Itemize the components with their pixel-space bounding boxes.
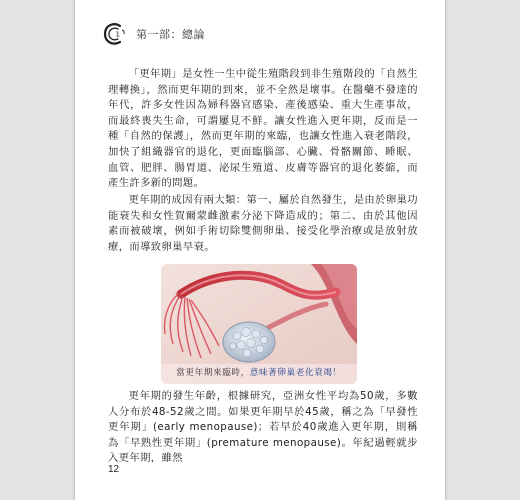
figure-caption: [161, 366, 357, 378]
svg-text:1: 1: [115, 30, 120, 39]
ovary-illustration: [161, 264, 357, 384]
section-title: 第一部：總論: [136, 28, 205, 41]
caption-text-part1: 當更年期來臨時，: [176, 368, 250, 378]
viewer-margin-left: [0, 0, 75, 500]
page-header: [102, 21, 205, 47]
page-number: 12: [108, 464, 120, 475]
document-page: [75, 0, 445, 500]
viewer-margin-right: [445, 0, 520, 500]
paragraph-causes: [108, 193, 418, 255]
paragraph-text: 「更年期」是女性一生中從生殖階段到非生殖階段的「自然生理轉換」，然而更年期的到來，並不全然是壞事。在醫藥不發達的年代，許多女性因為婦科器官感染、產後感染、重大生產事故，而最終喪失生命，可謂屢見不鮮。讓女性進入更年期，反而是一種「自然的保護」，然而更年期的來臨，也讓女性進入衰老階段，加快了組織器官的退化，更面臨腦部、心臟、骨骼關節、睡眠、血管、肥胖、腸胃道、泌尿生殖道、皮膚等器官的退化萎縮，而產生許多新的問題。: [108, 68, 418, 190]
paragraph-text: 更年期的成因有兩大類：第一、屬於自然發生，是由於卵巢功能衰失和女性賀爾蒙雌激素分泌下降造成的；第二、由於其他因素而被破壞，例如手術切除雙側卵巢、接受化學治療或是放射放療，而導致卵巢早衰。: [108, 194, 418, 253]
paragraph-definition: [108, 67, 418, 192]
paragraph-onset-age: [108, 389, 418, 467]
chapter-emblem-icon: [102, 21, 128, 47]
paragraph-text: 更年期的發生年齡，根據研究，亞洲女性平均為50歲，多數人分布於48-52歲之間。如果更年期早於45歲，稱之為「早發性更年期」(early menopause)；若早於40歲進入更年期，則稱為「早熟性更年期」(premature menopause)。年紀過輕就步入更年期，雖然: [108, 390, 418, 465]
caption-text-part2: 意味著卵巢老化衰竭！: [249, 368, 342, 378]
